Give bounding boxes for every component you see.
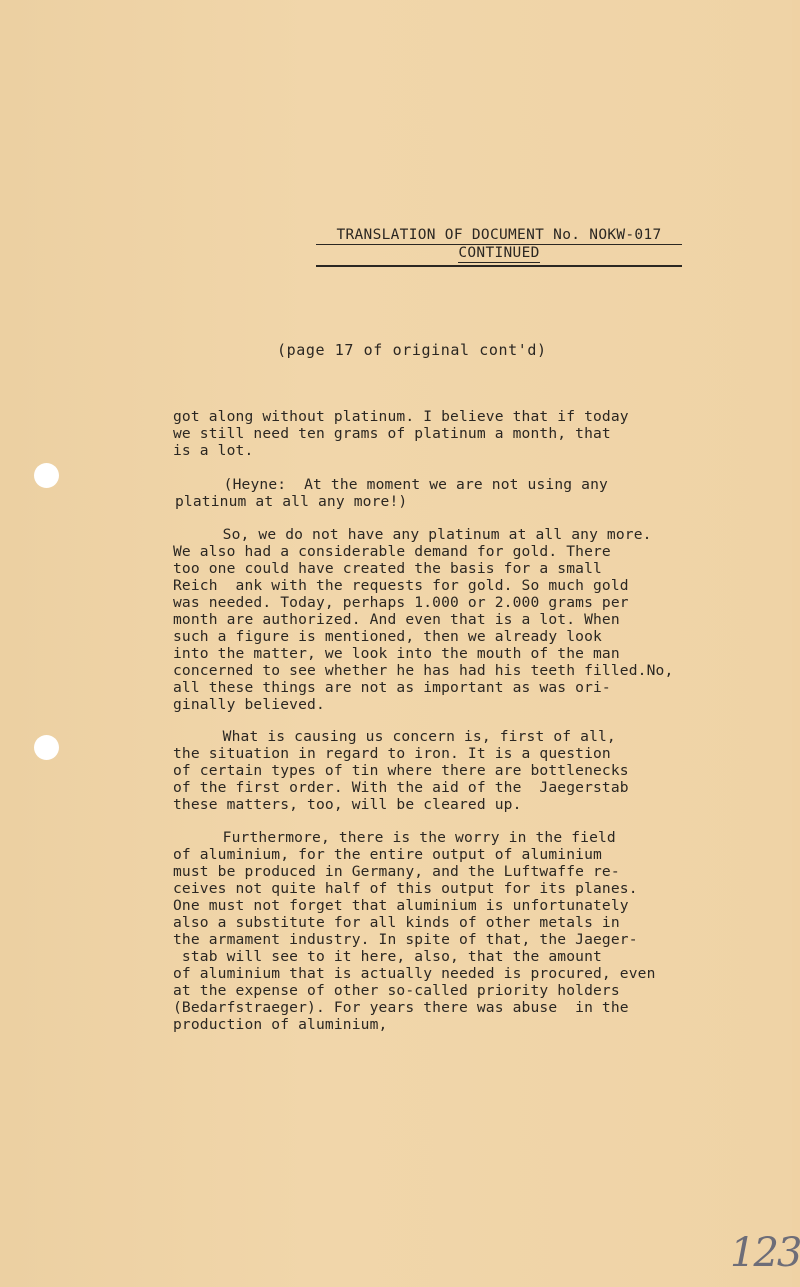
- text-line: of aluminium that is actually needed is procured, even: [173, 965, 656, 982]
- text-line: concerned to see whether he has had his teeth filled.No,: [173, 662, 674, 679]
- text-line: the armament industry. In spite of that, the Jaeger-: [173, 931, 638, 948]
- handwritten-page-number: 123: [730, 1230, 800, 1276]
- text-line: into the matter, we look into the mouth of the man: [173, 645, 620, 662]
- text-line: we still need ten grams of platinum a month, that: [173, 425, 611, 442]
- text-line: ceives not quite half of this output for its planes.: [173, 880, 638, 897]
- text-line: month are authorized. And even that is a lot. When: [173, 611, 620, 628]
- text-line: was needed. Today, perhaps 1.000 or 2.000 grams per: [173, 594, 629, 611]
- text-line: must be produced in Germany, and the Luftwaffe re-: [173, 863, 620, 880]
- text-line: What is causing us concern is, first of all,: [178, 728, 616, 745]
- text-line: Furthermore, there is the worry in the field: [178, 829, 616, 846]
- text-line: stab will see to it here, also, that the amount: [173, 948, 602, 965]
- text-line: at the expense of other so-called priority holders: [173, 982, 620, 999]
- text-line: of the first order. With the aid of the Jaegerstab: [173, 779, 629, 796]
- text-line: platinum at all any more!): [175, 493, 408, 510]
- text-line: (Heyne: At the moment we are not using any: [179, 476, 608, 493]
- document-title: TRANSLATION OF DOCUMENT No. NOKW-017: [316, 227, 682, 245]
- text-line: ginally believed.: [173, 696, 325, 713]
- text-line: all these things are not as important as was ori-: [173, 679, 611, 696]
- text-line: (Bedarfstraeger). For years there was abuse in the: [173, 999, 629, 1016]
- text-line: got along without platinum. I believe that if today: [173, 408, 629, 425]
- text-line: these matters, too, will be cleared up.: [173, 796, 522, 813]
- text-line: also a substitute for all kinds of other metals in: [173, 914, 620, 931]
- text-line: We also had a considerable demand for gold. There: [173, 543, 611, 560]
- text-line: too one could have created the basis for a small: [173, 560, 602, 577]
- text-line: One must not forget that aluminium is unfortunately: [173, 897, 629, 914]
- text-line: is a lot.: [173, 442, 254, 459]
- text-line: such a figure is mentioned, then we already look: [173, 628, 602, 645]
- text-line: the situation in regard to iron. It is a question: [173, 745, 611, 762]
- document-subtitle: CONTINUED: [458, 245, 540, 261]
- text-line: of aluminium, for the entire output of aluminium: [173, 846, 602, 863]
- page-reference: (page 17 of original cont'd): [277, 341, 547, 359]
- text-line: Reich ank with the requests for gold. So much gold: [173, 577, 629, 594]
- text-line: So, we do not have any platinum at all any more.: [178, 526, 652, 543]
- text-line: of certain types of tin where there are bottlenecks: [173, 762, 629, 779]
- text-line: production of aluminium,: [173, 1016, 388, 1033]
